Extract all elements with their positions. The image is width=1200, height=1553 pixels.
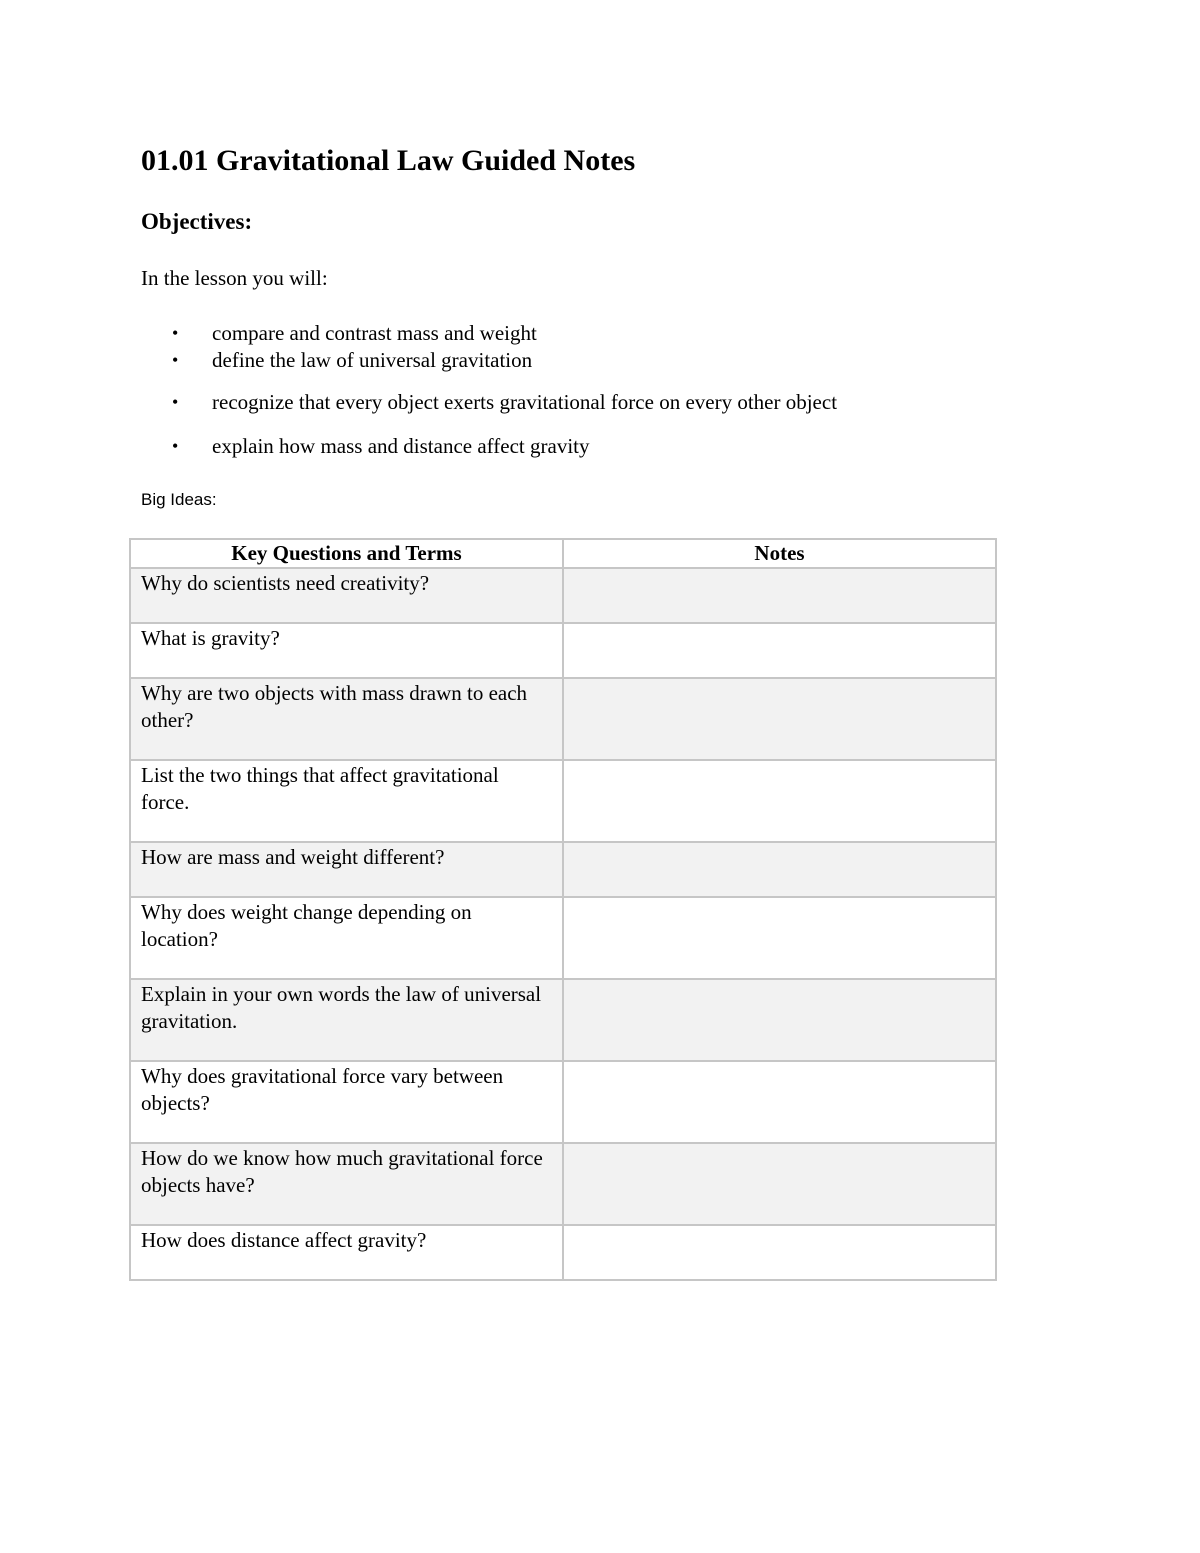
question-text: List the two things that affect gravitational force. [141,763,499,814]
table-row [130,842,996,897]
notes-cell[interactable] [563,979,996,1061]
notes-cell[interactable] [563,1061,996,1143]
big-ideas-label: Big Ideas: [141,490,217,509]
question-text: How do we know how much gravitational force objects have? [141,1146,543,1197]
question-cell [130,1061,563,1143]
table-row [130,760,996,842]
question-cell [130,979,563,1061]
question-text: Why do scientists need creativity? [141,571,430,595]
table-row [130,1143,996,1225]
question-text: How does distance affect gravity? [141,1228,427,1252]
objective-text: compare and contrast mass and weight [212,321,537,345]
question-cell [130,1143,563,1225]
notes-cell[interactable] [563,1225,996,1280]
question-text: Explain in your own words the law of universal gravitation. [141,982,542,1033]
objective-text: explain how mass and distance affect gravity [212,434,590,458]
bullet-icon: • [172,436,179,456]
header-key-questions: Key Questions and Terms [130,539,563,568]
objective-item [172,388,837,416]
question-cell [130,760,563,842]
question-cell [130,678,563,760]
table-row [130,678,996,760]
objective-item [172,432,590,460]
header-notes: Notes [563,539,996,568]
intro-text: In the lesson you will: [141,266,328,290]
notes-cell[interactable] [563,623,996,678]
question-cell [130,1225,563,1280]
guided-notes-table [129,538,997,1281]
table-row [130,568,996,623]
bullet-icon: • [172,350,179,370]
question-text: Why are two objects with mass drawn to each other? [141,681,528,732]
table-row [130,1061,996,1143]
question-cell [130,842,563,897]
table-row [130,979,996,1061]
notes-cell[interactable] [563,842,996,897]
question-text: Why does gravitational force vary between objects? [141,1064,504,1115]
bullet-icon: • [172,392,179,412]
notes-cell[interactable] [563,678,996,760]
question-cell [130,568,563,623]
question-text: What is gravity? [141,626,280,650]
table-header-row [130,539,996,568]
table-row [130,897,996,979]
question-cell [130,897,563,979]
table-row [130,1225,996,1280]
objective-text: recognize that every object exerts gravitational force on every other object [212,390,838,414]
table-row [130,623,996,678]
document-title: 01.01 Gravitational Law Guided Notes [141,144,636,177]
objectives-heading: Objectives: [141,209,253,234]
objective-item [172,346,532,374]
question-cell [130,623,563,678]
bullet-icon: • [172,323,179,343]
objective-text: define the law of universal gravitation [212,348,533,372]
notes-cell[interactable] [563,1143,996,1225]
notes-cell[interactable] [563,897,996,979]
objective-item [172,319,537,347]
question-text: Why does weight change depending on location? [141,900,472,951]
notes-cell[interactable] [563,760,996,842]
notes-cell[interactable] [563,568,996,623]
question-text: How are mass and weight different? [141,845,445,869]
